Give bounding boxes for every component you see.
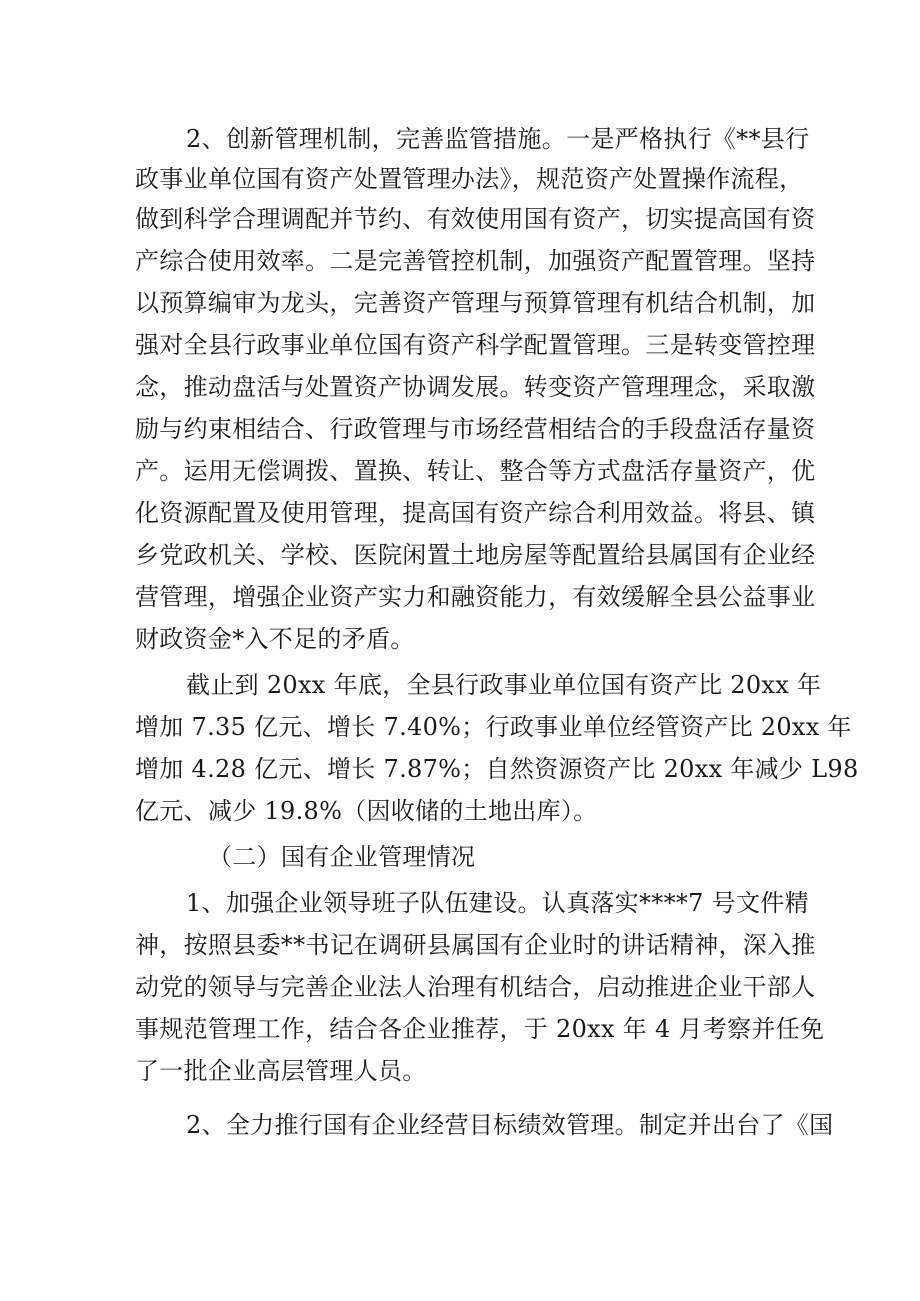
para-1-line-13: 财政资金*入不足的矛盾。	[135, 625, 415, 653]
para-4-line-1: 2、全力推行国有企业经营目标绩效管理。制定并出台了《国	[186, 1111, 834, 1139]
para-1-line-5: 以预算编审为龙头，完善资产管理与预算管理有机结合机制，加	[135, 289, 816, 317]
para-1-line-8: 励与约束相结合、行政管理与市场经营相结合的手段盘活存量资	[135, 415, 816, 443]
para-1-line-10: 化资源配置及使用管理，提高国有资产综合利用效益。将县、镇	[135, 499, 816, 527]
para-1-line-6: 强对全县行政事业单位国有资产科学配置管理。三是转变管控理	[135, 331, 816, 359]
para-1-line-1: 2、创新管理机制，完善监管措施。一是严格执行《**县行	[186, 125, 810, 153]
para-3-line-2: 神，按照县委**书记在调研县属国有企业时的讲话精神，深入推	[135, 931, 816, 959]
para-1-line-7: 念，推动盘活与处置资产协调发展。转变资产管理理念，采取激	[135, 373, 816, 401]
para-2-line-4: 亿元、减少 19.8%（因收储的土地出库）。	[135, 797, 598, 825]
para-3-line-3: 动党的领导与完善企业法人治理有机结合，启动推进企业干部人	[135, 973, 816, 1001]
para-3-line-1: 1、加强企业领导班子队伍建设。认真落实****7 号文件精	[186, 889, 809, 917]
para-1-line-11: 乡党政机关、学校、医院闲置土地房屋等配置给县属国有企业经	[135, 541, 816, 569]
section-heading: （二）国有企业管理情况	[208, 843, 476, 871]
para-1-line-4: 产综合使用效率。二是完善管控机制，加强资产配置管理。坚持	[135, 247, 816, 275]
para-2-line-2: 增加 7.35 亿元、增长 7.40%；行政事业单位经管资产比 20xx 年	[135, 713, 852, 741]
para-2-line-1: 截止到 20xx 年底，全县行政事业单位国有资产比 20xx 年	[186, 671, 822, 699]
para-3-line-4: 事规范管理工作，结合各企业推荐，于 20xx 年 4 月考察并任免	[135, 1015, 825, 1043]
para-2-line-3: 增加 4.28 亿元、增长 7.87%；自然资源资产比 20xx 年减少 L98	[135, 755, 859, 783]
para-1-line-3: 做到科学合理调配并节约、有效使用国有资产，切实提高国有资	[135, 205, 816, 233]
para-1-line-9: 产。运用无偿调拨、置换、转让、整合等方式盘活存量资产，优	[135, 457, 816, 485]
para-1-line-2: 政事业单位国有资产处置管理办法》，规范资产处置操作流程，	[135, 165, 804, 193]
para-3-line-5: 了一批企业高层管理人员。	[135, 1057, 427, 1085]
para-1-line-12: 营管理，增强企业资产实力和融资能力，有效缓解全县公益事业	[135, 583, 816, 611]
